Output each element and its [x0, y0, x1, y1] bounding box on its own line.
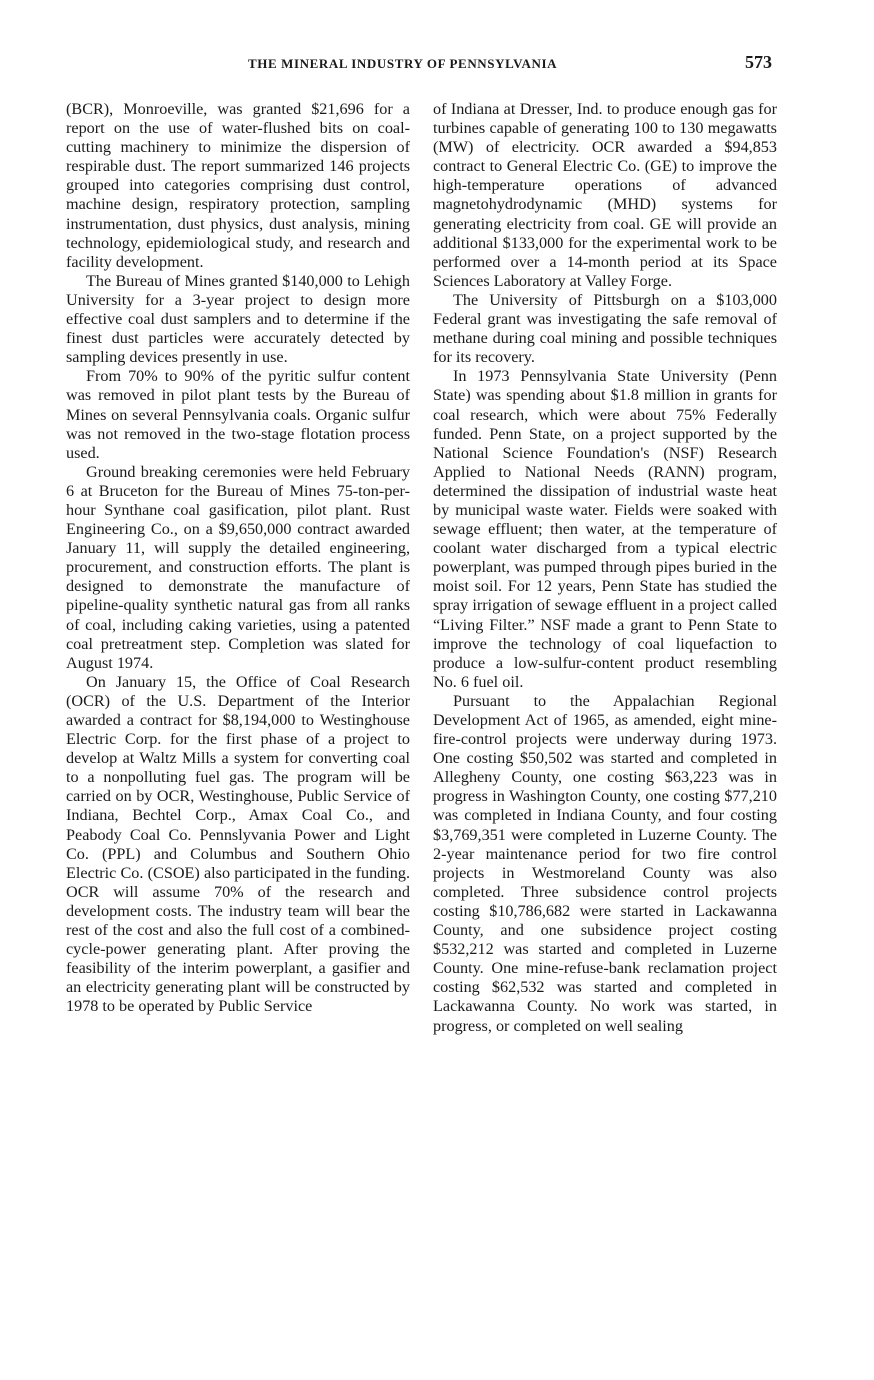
paragraph: In 1973 Pennsylvania State University (Penn State) was spending about $1.8 million in grants for coal research, which were about 75% Federally funded. Penn State, on a project supported by the National Science Foundation's (NSF) Research Applied to National Needs (RANN) program, determined the dissipation of industrial waste heat by municipal waste water. Fields were soaked with sewage effluent; then water, at the temperature of coolant water discharged from a typical electric powerplant, was pumped through pipes buried in the moist soil. For 12 years, Penn State has studied the spray irrigation of sewage effluent in a project called “Living Filter.” NSF made a grant to Penn State to improve the technology of coal liquefaction to produce a low-sulfur-content product resembling No. 6 fuel oil. [433, 367, 777, 691]
paragraph: From 70% to 90% of the pyritic sulfur content was removed in pilot plant tests by the Bureau of Mines on several Pennsylvania coals. Organic sulfur was not removed in the two-stage flotation process used. [66, 367, 410, 462]
paragraph: Ground breaking ceremonies were held February 6 at Bruceton for the Bureau of Mines 75-ton-per-hour Synthane coal gasification, pilot plant. Rust Engineering Co., on a $9,650,000 contract awarded January 11, will supply the detailed engineering, procurement, and construction efforts. The plant is designed to demonstrate the manufacture of pipeline-quality synthetic natural gas from all ranks of coal, including caking varieties, using a patented coal pretreatment step. Completion was slated for August 1974. [66, 462, 410, 672]
running-head: THE MINERAL INDUSTRY OF PENNSYLVANIA [248, 56, 558, 71]
paragraph: Pursuant to the Appalachian Regional Development Act of 1965, as amended, eight mine-fire-control projects were underway during 1973. One costing $50,502 was started and completed in Allegheny County, one costing $63,223 was in progress in Washington County, one costing $77,210 was completed in Indiana County, and four costing $3,769,351 were completed in Luzerne County. The 2-year maintenance period for two fire control projects in Westmoreland County was also completed. Three subsidence control projects costing $10,786,682 were started in Lackawanna County, and one subsidence project costing $532,212 was started and completed in Luzerne County. One mine-refuse-bank reclamation project costing $62,532 was started and completed in Lackawanna County. No work was started, in progress, or completed on well sealing [433, 691, 777, 1035]
paragraph: The Bureau of Mines granted $140,000 to Lehigh University for a 3-year project to design more effective coal dust samplers and to determine if the finest dust particles were accurately detected by sampling devices presently in use. [66, 271, 410, 367]
left-column [66, 100, 410, 1017]
paragraph: (BCR), Monroeville, was granted $21,696 for a report on the use of water-flushed bits on coal-cutting machinery to minimize the dispersion of respirable dust. The report summarized 146 projects grouped into categories comprising dust control, machine design, respiratory protection, sampling instrumentation, dust physics, dust analysis, mining technology, epidemiological study, and research and facility development. [66, 100, 410, 271]
paragraph: The University of Pittsburgh on a $103,000 Federal grant was investigating the safe removal of methane during coal mining and possible techniques for its recovery. [433, 290, 777, 367]
paragraph: On January 15, the Office of Coal Research (OCR) of the U.S. Department of the Interior awarded a contract for $8,194,000 to Westinghouse Electric Corp. for the first phase of a project to develop at Waltz Mills a system for converting coal to a nonpolluting fuel gas. The program will be carried on by OCR, Westinghouse, Public Service of Indiana, Bechtel Corp., Amax Coal Co., and Peabody Coal Co. Pennslyvania Power and Light Co. (PPL) and Columbus and Southern Ohio Electric Co. (CSOE) also participated in the funding. OCR will assume 70% of the research and development costs. The industry team will bear the rest of the cost and also the full cost of a combined-cycle-power generating plant. After proving the feasibility of the interim powerplant, a gasifier and an electricity generating plant will be constructed by 1978 to be operated by Public Service [66, 672, 410, 1016]
right-column [433, 100, 777, 1036]
paragraph: of Indiana at Dresser, Ind. to produce enough gas for turbines capable of generating 100 to 130 megawatts (MW) of electricity. OCR awarded a $94,853 contract to General Electric Co. (GE) to improve the high-temperature operations of advanced magnetohydrodynamic (MHD) systems for generating electricity from coal. GE will provide an additional $133,000 for the experimental work to be performed over a 14-month period at its Space Sciences Laboratory at Valley Forge. [433, 100, 777, 290]
page-number: 573 [745, 52, 772, 72]
